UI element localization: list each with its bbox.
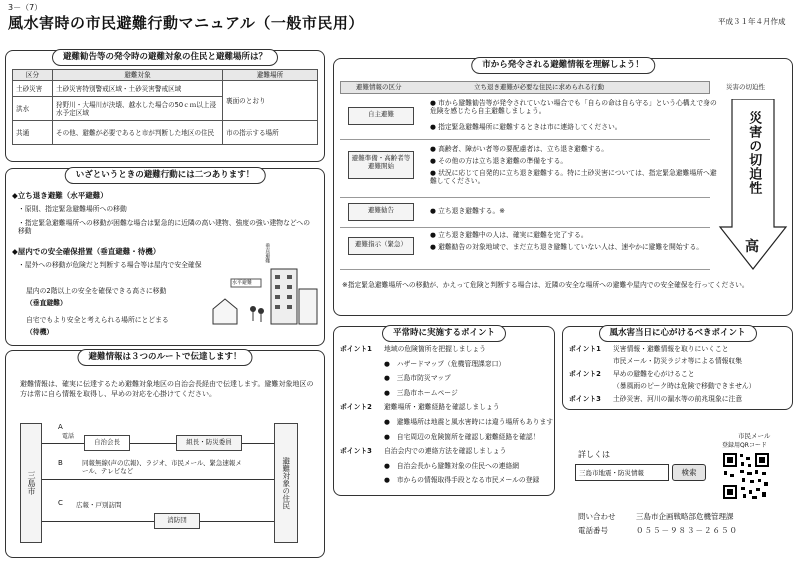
level-label: 避難勧告 [368,206,394,214]
line [42,443,84,444]
panel6-header: 風水害当日に心がけるべきポイント [598,325,756,342]
point-value: （暴風雨のピーク時は危険で移動できません） [613,382,756,391]
fire-box [154,513,200,529]
evacuation-illustration [211,259,321,329]
route-a-letter: A [58,423,63,431]
dest-box [274,423,298,543]
point-key: ポイント2 [340,403,372,412]
s2-item: 自宅でもより安全と考えられる場所にとどまる [26,316,169,324]
level-label: 避難準備・高齢者等避難開始 [351,154,411,171]
s2-title: ◆屋内での安全確保措置（垂直避難・待機） [12,247,161,256]
s2-item: ・屋外への移動が危険だと判断する場合等は屋内で安全確保 [18,261,202,269]
chief-label: 自治会長 [94,438,120,446]
action-item: ● 高齢者、障がい者等の要配慮者は、立ち退き避難する。 [430,145,609,153]
action-text: 立ち退き避難する。※ [438,207,505,215]
level-advisory [348,203,414,221]
evacuation-target-panel [5,50,325,162]
cell: 市の指示する場所 [223,121,318,145]
page-number: 3－（7） [8,3,43,12]
line [130,443,176,444]
point-value: ● 三島市防災マップ [384,374,451,383]
action-text: 市から避難勧告等が発令されていない場合でも「自らの命は自ら守る」という心構えで身の危険を感じたら自主避難しましょう。 [430,99,717,116]
source-box [20,423,42,543]
point-row [569,382,791,394]
point-value: 避難場所・避難経路を確認しましょう [384,403,500,412]
line [200,521,274,522]
contact-v2: ０５５－９８３－２６５０ [636,526,738,535]
routine-list [340,345,552,491]
level-label: 自主避難 [368,110,394,118]
mail-label: 市民メール [738,432,771,440]
source-label: 三島市 [27,471,36,495]
point-value: ● ハザードマップ（危機管理課窓口） [384,359,506,368]
point-value: 災害情報・避難情報を取りにいくこと [613,345,729,353]
qr-label: 登録用QRコード [722,442,767,449]
point-row [340,403,552,418]
point-key: ポイント2 [569,369,601,378]
sign-horizontal: 水平避難 [232,280,253,286]
action-text: 状況に応じて自発的に立ち退き避難する。特に土砂災害については、指定緊急避難場所へ避難してください。 [430,169,717,186]
transmission-routes-panel [5,350,325,558]
s1-item: ・指定緊急避難場所への移動が困難な場合は緊急的に近隣の高い建物、強度の強い建物などへの移動 [18,219,310,236]
point-value: 土砂災害、河川の漏水等の前兆現象に注意 [613,394,743,403]
table-row [13,121,318,145]
point-row [569,357,791,369]
point-value: ● 自宅周辺の危険箇所を確認し避難経路を確認！ [384,432,540,441]
point-row [340,476,552,491]
panel5-header: 平常時に実施するポイント [382,325,506,342]
urgency-label: 災害の切迫性 [746,111,762,195]
point-row [340,389,552,404]
dest-label: 避難対象の住民 [281,456,291,510]
cell: 土砂災害 [13,81,53,97]
panel2-header: いざというときの避難行動には二つあります！ [65,167,266,184]
s2-item: 屋内の2階以上の安全を確保できる高さに移動 [26,287,167,295]
action-item: ● 立ち退き避難する。※ [430,207,505,215]
action-text: 指定緊急避難場所に避難するときは市に連絡してください。 [438,123,622,131]
action-item: ● 立ち退き避難中の人は、確実に避難を完了する。 [430,231,588,239]
search-input[interactable] [575,464,669,481]
panel3-header: 避難情報は３つのルートで伝達します！ [77,349,252,366]
level-prepare [348,151,414,179]
s1-title: ◆立ち退き避難（水平避難） [12,191,108,200]
chief-box [84,435,130,451]
col3-header: 災害の切迫性 [726,83,765,91]
col-category: 区分 [13,70,53,81]
cell: 土砂災害特別警戒区域・土砂災害警戒区域 [53,81,223,97]
point-row [340,345,552,360]
action-text: その他の方は立ち退き避難の準備をする。 [438,157,568,165]
col2-header: 立ち退き避難が必要な住民に求められる行動 [474,83,604,91]
point-key: ポイント1 [340,345,372,353]
action-item: ● その他の方は立ち退き避難の準備をする。 [430,157,568,165]
page-title: 風水害時の市民避難行動マニュアル（一般市民用） [8,14,364,32]
point-row [569,395,791,407]
route-b-text: 同報無線(声の広報)、ラジオ、市民メール、緊急速報メール、テレビなど [82,459,242,476]
note: ※指定緊急避難場所への移動が、かえって危険と判断する場合は、近隣の安全な場所への避難や屋内での安全確保を行ってください。 [342,281,749,289]
point-value: ● 市からの情報取得手段となる市民メールの登録 [384,476,540,485]
action-item: ● 避難勧告の対象地域で、まだ立ち退き避難していない人は、速やかに避難を開始する。 [430,243,704,251]
point-value: 自治会内での連絡方法を確認しましょう [384,447,507,456]
point-row [340,433,552,448]
contact-v1: 三島市企画戦略部危機管理課 [636,512,734,521]
action-item: ● 指定緊急避難場所に避難するときは市に連絡してください。 [430,123,622,131]
row-divider [340,227,710,228]
route-a-label: 電話 [62,433,75,440]
row-divider [340,139,710,140]
qr-code-icon[interactable] [722,452,770,500]
action-text: 高齢者、障がい者等の要配慮者は、立ち退き避難する。 [438,145,609,153]
cell: 裏面のとおり [223,81,318,121]
line [42,479,274,480]
point-row [569,370,791,382]
panel1-header: 避難勧告等の発令時の避難対象の住民と避難場所は？ [52,49,278,66]
point-row [340,462,552,477]
line [242,443,274,444]
point-key: ポイント3 [569,394,601,403]
level-label: 避難指示（緊急） [355,240,407,248]
action-text: 立ち退き避難中の人は、確実に避難を完了する。 [438,231,588,239]
table-row [13,81,318,97]
row-divider [340,269,710,270]
cell: その他、避難が必要であると市が判断した地区の住民 [53,121,223,145]
point-row [340,374,552,389]
fire-label: 消防団 [167,516,187,524]
org-box [176,435,242,451]
col-place: 避難場所 [223,70,318,81]
point-row [569,345,791,357]
point-row [340,418,552,433]
evacuation-types-panel [5,168,325,346]
cell: 狩野川・大場川が決壊、越水した場合の50ｃｍ以上浸水予定区域 [53,97,223,121]
point-key: ポイント1 [569,345,601,353]
contact-k2: 電話番号 [578,526,608,535]
level-order [348,237,414,255]
point-value: ● 三島市ホームページ [384,388,458,397]
action-item: ● 状況に応じて自発的に立ち退き避難する。特に土砂災害については、指定緊急避難場所へ避難してください。 [430,169,717,186]
routine-points-panel [333,326,555,496]
evacuation-target-table [12,69,318,145]
line [42,521,154,522]
org-label: 組長・防災委員 [186,438,232,446]
route-c-text: 広報・戸別訪問 [76,501,122,509]
cell: 共通 [13,121,53,145]
date: 平成３１年４月作成 [718,17,786,26]
row-divider [340,197,710,198]
point-value: 地域の危険箇所を把握しましょう [384,345,486,353]
cell: 洪水 [13,97,53,121]
contact-k1: 問い合わせ [578,512,616,521]
s2-item: （垂直避難） [26,299,67,307]
day-list [569,345,791,407]
point-key: ポイント3 [340,447,372,456]
urgency-high: 高 [745,239,759,255]
point-value: 早めの避難を心がけること [613,369,695,378]
evacuation-info-panel [333,58,793,316]
action-text: 避難勧告の対象地域で、まだ立ち退き避難していない人は、速やかに避難を開始する。 [438,243,704,251]
point-value: ● 避難場所は地震と風水害時には違う場所もあります [384,417,554,426]
day-points-panel [562,326,793,410]
route-b-letter: B [58,459,63,467]
level-voluntary [348,107,414,125]
s2-item: （待機） [26,328,54,336]
search-button[interactable]: 検索 [672,464,706,481]
panel4-header: 市から発令される避難情報を理解しよう！ [471,57,655,74]
details-label: 詳しくは [578,450,610,459]
col-target: 避難対象 [53,70,223,81]
action-item: ● 市から避難勧告等が発令されていない場合でも「自らの命は自ら守る」という心構えで身の危険を感じたら自主避難しましょう。 [430,99,717,116]
point-value: 市民メール・防災ラジオ等による情報収集 [613,357,743,366]
point-row [340,447,552,462]
s1-item: ・原則、指定緊急避難場所への移動 [18,205,127,213]
point-value: ● 自治会長から避難対象の住民への連絡網 [384,461,520,470]
point-row [340,360,552,375]
route-c-letter: C [58,499,63,507]
sign-vertical: 垂直避難 [264,243,271,263]
col1-header: 避難情報の区分 [356,83,402,91]
routes-text: 避難情報は、確実に伝達するため避難対象地区の自治会長経由で伝達します。避難対象地区の方は常に自ら情報を取得し、早めの対応を心掛けてください。 [20,380,314,399]
